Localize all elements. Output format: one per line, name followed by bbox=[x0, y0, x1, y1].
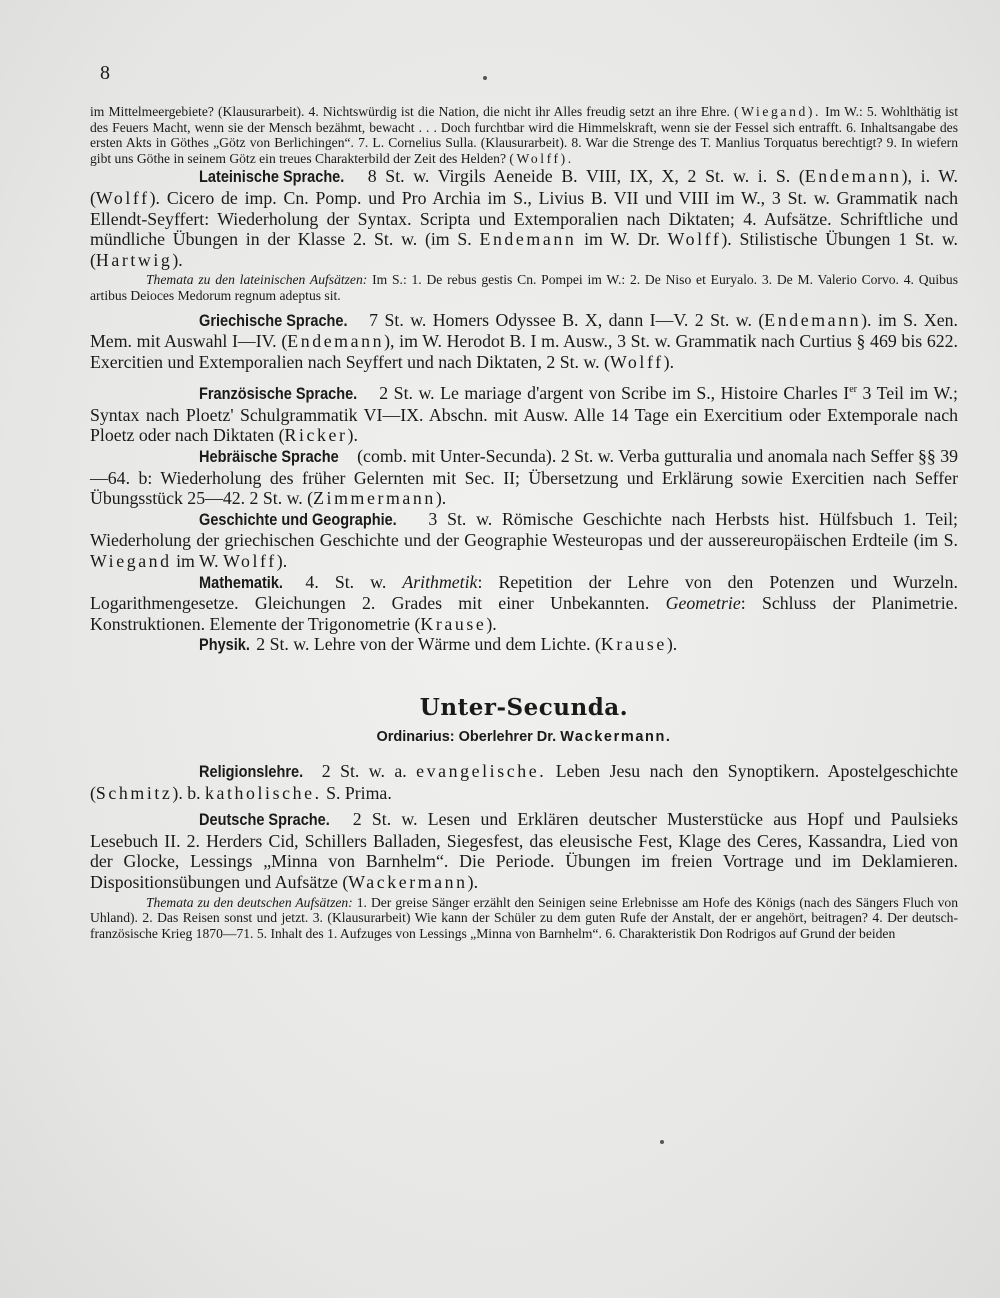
teacher-name: Wolff bbox=[95, 187, 150, 208]
latin-text: ), i. W. ( bbox=[90, 166, 959, 208]
german-text: 2 St. w. Lesen und Erklären deutscher Musterstücke aus Hopf und Paulsieks Lesebuch II. 2. Herders Cid, Schillers Balladen, Siegesfest, das eleusische Fest, Klage des Ceres, Kassandra, Lied von der Glocke, Lessings „Minna von Barnhelm“. Die Periode. Übungen im freien Vortrage und im Deklamieren. Dispositionsübungen und Aufsätze ( bbox=[90, 809, 958, 892]
superscript: er bbox=[849, 384, 857, 396]
math-subject: Arithmetik bbox=[402, 571, 478, 592]
latin-text: 8 St. w. Virgils Aeneide B. VIII, IX, X, 2 St. w. i. S. ( bbox=[359, 166, 805, 187]
intro-paragraph bbox=[90, 104, 958, 166]
physics-entry bbox=[90, 634, 958, 656]
religion-text: ). b. bbox=[172, 782, 205, 803]
greek-entry bbox=[90, 310, 958, 373]
teacher-name: Endemann bbox=[479, 229, 577, 250]
teacher-name: Ricker bbox=[284, 425, 348, 446]
math-heading: Mathematik. bbox=[199, 573, 283, 592]
religion-heading: Religionslehre. bbox=[199, 762, 304, 781]
teacher-name: Krause bbox=[420, 613, 487, 634]
intro-text: im Mittelmeergebiete? (Klausurarbeit). 4. Nichtswürdig ist die Nation, die nicht ihr Alles freudig setzt an ihre Ehre. bbox=[90, 104, 730, 119]
greek-text: ), im W. Herodot B. I m. Ausw., 3 St. w. Grammatik nach Curtius § 469 bis 622. Exercitien und Extemporalien nach Seyffert und nach Diktaten, 2 St. w. ( bbox=[90, 331, 958, 372]
french-text: 2 St. w. Le mariage d'argent von Scribe im S., Histoire Charles I bbox=[373, 383, 850, 404]
french-heading: Französische Sprache. bbox=[199, 385, 358, 404]
themata-label: Themata zu den lateinischen Aufsätzen: bbox=[146, 272, 368, 288]
latin-text: im W. Dr. bbox=[576, 229, 668, 250]
latin-themata bbox=[90, 272, 958, 303]
greek-text: ). im S. Xen. Mem. mit Auswahl I—IV. ( bbox=[90, 309, 958, 352]
religion-text: 2 St. w. a. bbox=[312, 760, 417, 781]
intro-text-2: Im W.: 5. Wohlthätig ist des Feuers Macht, wenn sie der Mensch bezähmt, bewacht . . . Doch furchtbar wird die Himmelskraft, wenn sie der Fessel sich entrafft. 6. Inhaltsangabe des ersten Akts in Göthes „Götz von Berlichingen“. 7. L. Cornelius Sulla. (Klausurarbeit). 8. War die Strenge des T. Manlius Torquatus berechtigt? 9. In wiefern gibt uns Göthe in seinem Götz ein treues Charakterbild der Zeit des Helden? bbox=[90, 104, 958, 166]
teacher-name: Wackermann bbox=[348, 871, 468, 892]
math-text: : Schluss der Planimetrie. Konstruktionen. Elemente der Trigonometrie ( bbox=[90, 593, 958, 634]
french-entry bbox=[90, 380, 958, 446]
history-text: im W. bbox=[171, 550, 224, 571]
teacher-name: Endemann bbox=[764, 309, 862, 330]
teacher-name: Hartwig bbox=[95, 249, 173, 270]
teacher-name: Schmitz bbox=[95, 782, 173, 803]
ordinarius-line bbox=[90, 729, 958, 745]
latin-entry bbox=[90, 166, 958, 270]
latin-heading: Lateinische Sprache. bbox=[199, 168, 345, 187]
teacher-name: Wolff bbox=[609, 351, 664, 372]
hebrew-entry bbox=[90, 446, 958, 509]
religion-text: S. Prima. bbox=[321, 782, 392, 803]
physics-heading: Physik. bbox=[199, 636, 250, 655]
intro-teacher-2: (Wolff). bbox=[509, 150, 574, 166]
themata-text: 1. Der greise Sänger erzählt den Seinigen seine Erlebnisse am Hofe des Königs (nach des Sängers Fluch von Uhland). 2. Das Reisen sonst und jetzt. 3. (Klausurarbeit) Wie kann der Schüler zu dem guten Rufe der Anstalt, der er angehört, beitragen? 4. Der deutsch-französische Krieg 1870—71. 5. Inhalt des 1. Aufzuges von Lessings „Minna von Barnhelm“. 6. Charakteristik Don Rodrigos auf Grund der beiden bbox=[90, 894, 959, 941]
text-column bbox=[90, 104, 958, 947]
teacher-name: Krause bbox=[600, 634, 667, 655]
intro-teacher-1: (Wiegand). bbox=[734, 104, 822, 119]
hebrew-text: (comb. mit Unter-Secunda). 2 St. w. Verba gutturalia und anomala nach Seffer §§ 39—64. b: Wiederholung des früher Gelernten mit Sec. II; Übersetzung und Erklärung sowie Exercitien nach Seffer Übungsstück 25—42. 2 St. w. ( bbox=[90, 446, 958, 509]
math-entry bbox=[90, 572, 958, 635]
themata-text: Im S.: 1. De rebus gestis Cn. Pompei im W.: 2. De Niso et Euryalo. 3. De M. Valerio Corvo. 4. Quibus artibus Deioces Medorum regnum adeptus sit. bbox=[90, 272, 959, 303]
confession-label: evangelische. bbox=[416, 760, 547, 781]
ordinarius-label: Ordinarius: Oberlehrer Dr. bbox=[376, 728, 557, 745]
latin-text: ). Cicero de imp. Cn. Pomp. und Pro Archia im S., Livius B. VII und VIII im W., 3 St. w. Grammatik nach Ellendt-Seyffert: Wiederholung der Syntax. Scripta und Extemporalien nach Diktaten; 4. Aufsätze. Schriftliche und mündliche Übungen in der Klasse 2. St. w. (im S. bbox=[90, 187, 958, 250]
history-heading: Geschichte und Geographie. bbox=[199, 510, 397, 529]
latin-text: ). bbox=[172, 249, 183, 270]
french-text: 3 Teil im W.; Syntax nach Ploetz' Schulgrammatik VI—IX. Abschn. mit Ausw. Alle 14 Tage ein Exercitium oder Extemporale nach Ploetz oder nach Diktaten ( bbox=[90, 383, 958, 446]
teacher-name: Wolff bbox=[223, 550, 277, 571]
math-text: ). bbox=[486, 613, 497, 634]
religion-text: Leben Jesu nach den Synoptikern. Apostelgeschichte ( bbox=[90, 760, 958, 803]
greek-heading: Griechische Sprache. bbox=[199, 311, 348, 330]
physics-text: ). bbox=[666, 634, 678, 655]
german-text: ). bbox=[467, 871, 479, 892]
history-entry bbox=[90, 509, 958, 572]
hebrew-heading: Hebräische Sprache bbox=[199, 448, 339, 467]
math-text: : Repetition der Lehre von den Potenzen und Wurzeln. Logarithmengesetze. Gleichungen 2. Grades mit einer Unbekannten. bbox=[90, 571, 959, 614]
teacher-name: Endemann bbox=[287, 331, 385, 352]
physics-text: 2 St. w. Lehre von der Wärme und dem Lichte. ( bbox=[251, 634, 601, 655]
ordinarius-name: Wackermann. bbox=[560, 728, 672, 745]
history-text: ). bbox=[276, 550, 288, 571]
teacher-name: Zimmermann bbox=[313, 488, 436, 509]
math-text: 4. St. w. bbox=[289, 571, 403, 592]
hebrew-text: ). bbox=[435, 488, 447, 509]
print-speck bbox=[660, 1140, 664, 1144]
print-speck bbox=[483, 76, 487, 80]
themata-label: Themata zu den deutschen Aufsätzen: bbox=[146, 894, 353, 910]
math-subject: Geometrie bbox=[665, 593, 741, 614]
history-text: 3 St. w. Römische Geschichte nach Herbsts hist. Hülfsbuch 1. Teil; Wiederholung der griechischen Geschichte und der Geographie Westeuropas und der aussereuropäischen Erdteile (im S. bbox=[90, 508, 958, 551]
german-entry bbox=[90, 809, 958, 892]
german-heading: Deutsche Sprache. bbox=[199, 811, 330, 830]
teacher-name: Wiegand bbox=[90, 550, 172, 571]
teacher-name: Endemann bbox=[804, 166, 902, 187]
teacher-name: Wolff bbox=[667, 229, 722, 250]
section-title: Unter-Secunda. bbox=[419, 693, 629, 721]
greek-text: 7 St. w. Homers Odyssee B. X, dann I—V. 2 St. w. ( bbox=[362, 309, 765, 330]
french-text: ). bbox=[347, 425, 358, 446]
page-number: 8 bbox=[100, 62, 110, 84]
german-themata bbox=[90, 895, 958, 942]
confession-label: katholische. bbox=[205, 782, 322, 803]
latin-text: ). Stilistische Übungen 1 St. w. ( bbox=[90, 229, 959, 270]
religion-entry bbox=[90, 761, 958, 803]
greek-text: ). bbox=[663, 351, 675, 372]
